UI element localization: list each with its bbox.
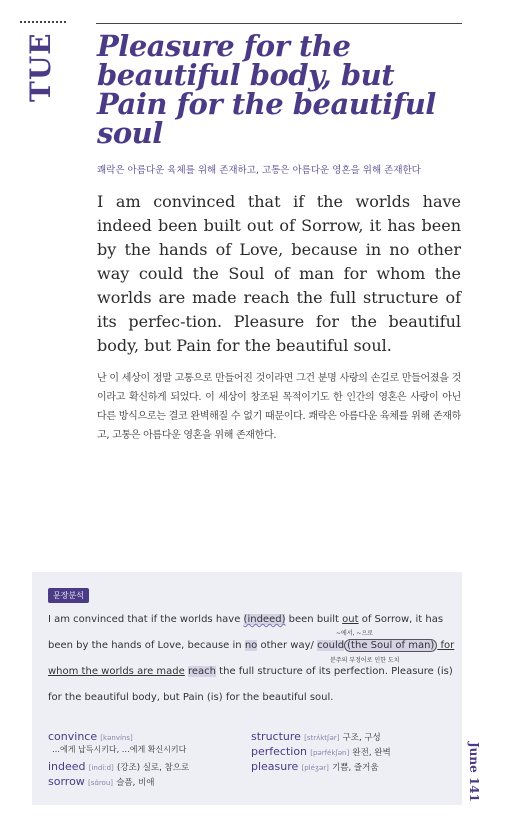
vocab-item: indeed [indíːd] (강조) 실로, 참으로 <box>48 760 190 773</box>
indeed-highlight: (indeed) <box>243 614 286 625</box>
vocab-item: structure [strʌ́ktʃər] 구조, 구성 <box>251 730 381 743</box>
reach-highlight: reach <box>187 666 216 677</box>
vocab-item: pleasure [pléʒər] 기쁨, 즐거움 <box>251 760 379 773</box>
analysis-line-2: been by the hands of Love, because in no other way/ could (the Soul of man) for <box>48 640 455 651</box>
korean-subtitle: 쾌락은 아름다운 육체를 위해 존재하고, 고통은 아름다운 영혼을 위해 존재한다 <box>97 165 421 176</box>
no-highlight: no <box>244 640 258 651</box>
vocab-item: sorrow [sɑ́rou] 슬픔, 비애 <box>48 775 155 788</box>
page-title: Pleasure for the beautiful body, but Pain for the beautiful soul <box>97 29 436 150</box>
could-highlight: could <box>317 640 345 651</box>
analysis-line-3: whom the worlds are made reach the full structure of its perfection. Pleasure (is) <box>48 666 453 677</box>
vocab-item: convince [kənvíns] <box>48 730 133 743</box>
analysis-label: 문장분석 <box>48 588 89 603</box>
analysis-line-1: I am convinced that if the worlds have (indeed) been built out of Sorrow, it has <box>48 614 444 625</box>
korean-passage: 난 이 세상이 정말 고통으로 만들어진 것이라면 그건 분명 사랑의 손길로 만들어졌을 것이라고 확신하게 되었다. 이 세상이 창조된 목적이기도 한 인간의 영혼은 사랑이 아닌 다른 방식으로는 결코 완벽해질 수 없기 때문이다. 쾌락은 아름다운 육체를 위해 존재하고, 고통은 아름다운 영혼을 위해 존재한다. <box>97 373 461 441</box>
analysis-note-inversion: 분주의 부정어로 인한 도치 <box>330 657 400 664</box>
english-passage: I am convinced that if the worlds have indeed been built out of Sorrow, it has been by the hands of Love, because in no other way could the Soul of man for whom the worlds are made reach the full structure of its perfec-tion. Pleasure for the beautiful body, but Pain for the beautiful soul. <box>97 192 461 355</box>
subject-circle: (the Soul of man) <box>344 639 437 652</box>
analysis-line-4: for the beautiful body, but Pain (is) for the beautiful soul. <box>48 692 334 703</box>
page-number: June 141 <box>467 742 481 802</box>
analysis-note-prep: ~에서, ~으로 <box>336 630 374 637</box>
dotted-rule <box>20 21 66 23</box>
top-rule <box>96 23 462 24</box>
sentence-analysis-box <box>32 572 462 805</box>
vocab-item: perfection [pərfékʃən] 완전, 완벽 <box>251 745 391 758</box>
vocab-meaning: …에게 납득시키다, …에게 확신시키다 <box>52 745 187 754</box>
out-underline: out <box>342 614 359 625</box>
day-label: TUE <box>24 32 57 102</box>
